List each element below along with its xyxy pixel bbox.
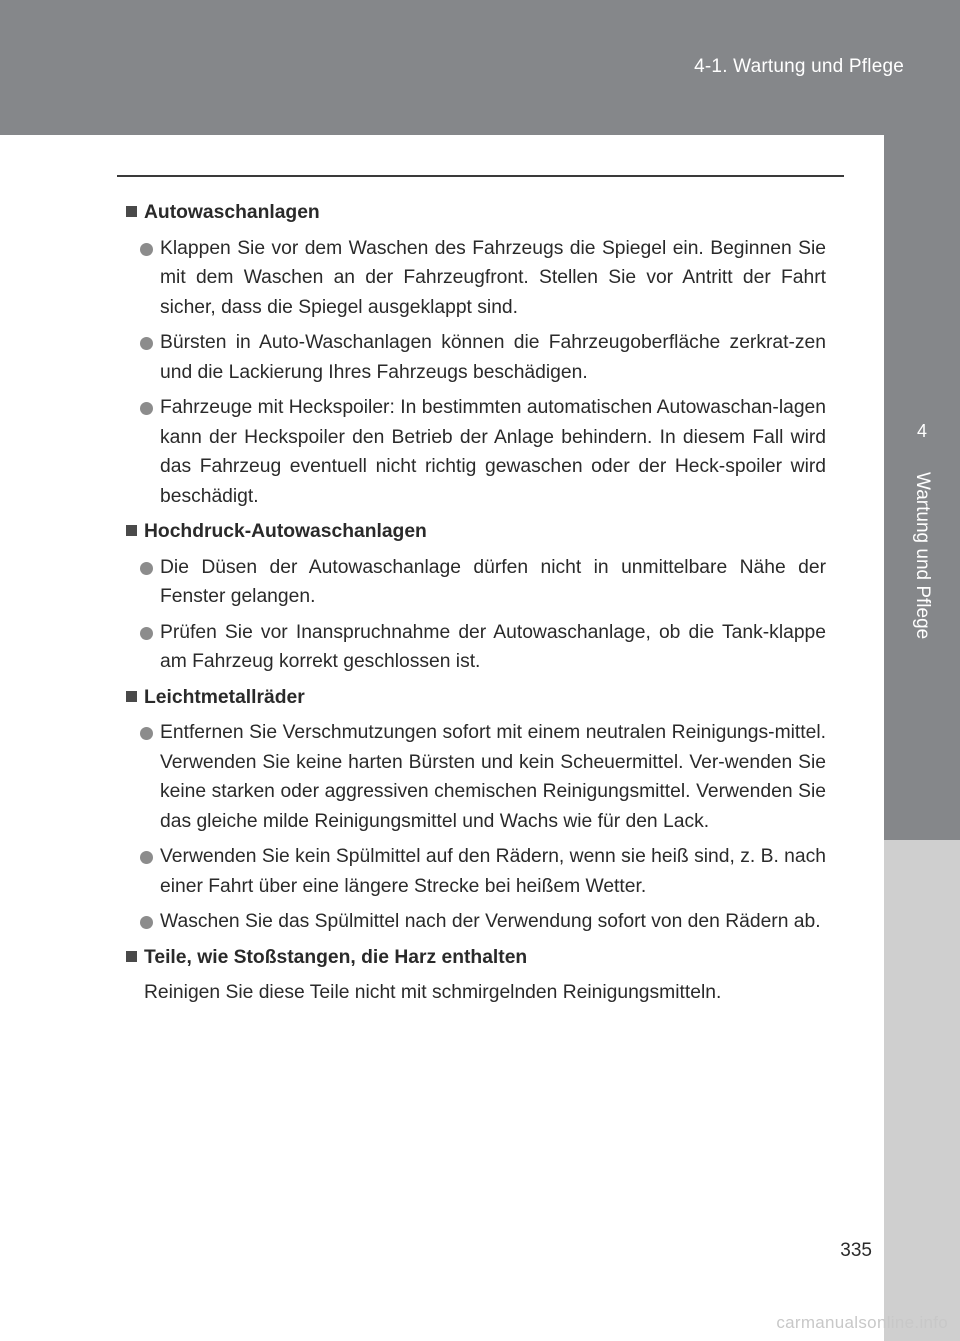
section-title-text: Teile, wie Stoßstangen, die Harz enthalten [144,946,528,968]
section-title [126,943,826,973]
square-bullet-icon [126,525,137,536]
circle-bullet-icon [140,243,153,256]
list-item-text: Verwenden Sie kein Spülmittel auf den Rädern, wenn sie heiß sind, z. B. nach einer Fahrt über eine längere Strecke bei heißem Wetter. [160,846,826,897]
page-number: 335 [840,1240,872,1261]
list-item-text: Entfernen Sie Verschmutzungen sofort mit einem neutralen Reinigungs-mittel. Verwenden Sie keine harten Bürsten und kein Scheuermittel. Ver-wenden Sie keine starken oder aggressiven chemischen Reinigungsmittel. Verwenden Sie das gleiche milde Reinigungsmittel und Wachs wie für den Lack. [160,722,826,832]
section-title [126,683,826,713]
list-item-text: Klappen Sie vor dem Waschen des Fahrzeugs die Spiegel ein. Beginnen Sie mit dem Waschen an der Fahrzeugfront. Stellen Sie vor Antritt der Fahrt sicher, dass die Spiegel ausgeklappt sind. [160,237,826,318]
list-item [126,718,826,836]
chapter-label-text: Wartung und Pflege [912,472,933,640]
circle-bullet-icon [140,627,153,640]
circle-bullet-icon [140,402,153,415]
chapter-number: 4 [916,421,927,441]
section-title [126,517,826,547]
section-autowaschanlagen [126,198,826,511]
section-title-text: Autowaschanlagen [144,202,320,223]
list-item-text: Prüfen Sie vor Inanspruchnahme der Autowaschanlage, ob die Tank-klappe am Fahrzeug korrekt geschlossen ist. [160,621,826,672]
section-title-text: Leichtmetallräder [144,686,305,708]
section-hochdruck-autowaschanlagen [126,517,826,677]
square-bullet-icon [126,206,137,217]
list-item-text: Die Düsen der Autowaschanlage dürfen nicht in unmittelbare Nähe der Fenster gelangen. [160,556,826,607]
square-bullet-icon [126,691,137,702]
list-item [126,842,826,901]
list-item [126,907,826,937]
watermark: carmanualsonline.info [776,1313,948,1332]
circle-bullet-icon [140,337,153,350]
list-item-text: Bürsten in Auto-Waschanlagen können die Fahrzeugoberfläche zerkrat-zen und die Lackierung Ihres Fahrzeugs beschädigen. [160,332,826,383]
section-title-text: Hochdruck-Autowaschanlagen [144,521,427,542]
section-header: 4-1. Wartung und Pflege [694,56,904,77]
section-harzteile [126,943,826,1008]
section-leichtmetallraeder [126,683,826,937]
paragraph: Reinigen Sie diese Teile nicht mit schmirgelnden Reinigungsmitteln. [144,982,722,1003]
list-item [126,618,826,677]
list-item-text: Waschen Sie das Spülmittel nach der Verwendung sofort von den Rädern ab. [160,911,821,932]
page-content [126,198,826,1014]
circle-bullet-icon [140,562,153,575]
list-item-text: Fahrzeuge mit Heckspoiler: In bestimmten automatischen Autowaschan-lagen kann der Heckspoiler den Betrieb der Anlage behindern. In diesem Fall wird das Fahrzeug eventuell nicht richtig gewaschen oder der Heck-spoiler wird beschädigt. [160,397,826,507]
list-item [126,234,826,323]
list-item [126,328,826,387]
circle-bullet-icon [140,916,153,929]
square-bullet-icon [126,951,137,962]
list-item [126,393,826,511]
top-rule [117,175,844,177]
circle-bullet-icon [140,851,153,864]
circle-bullet-icon [140,727,153,740]
list-item [126,553,826,612]
section-title [126,198,826,228]
